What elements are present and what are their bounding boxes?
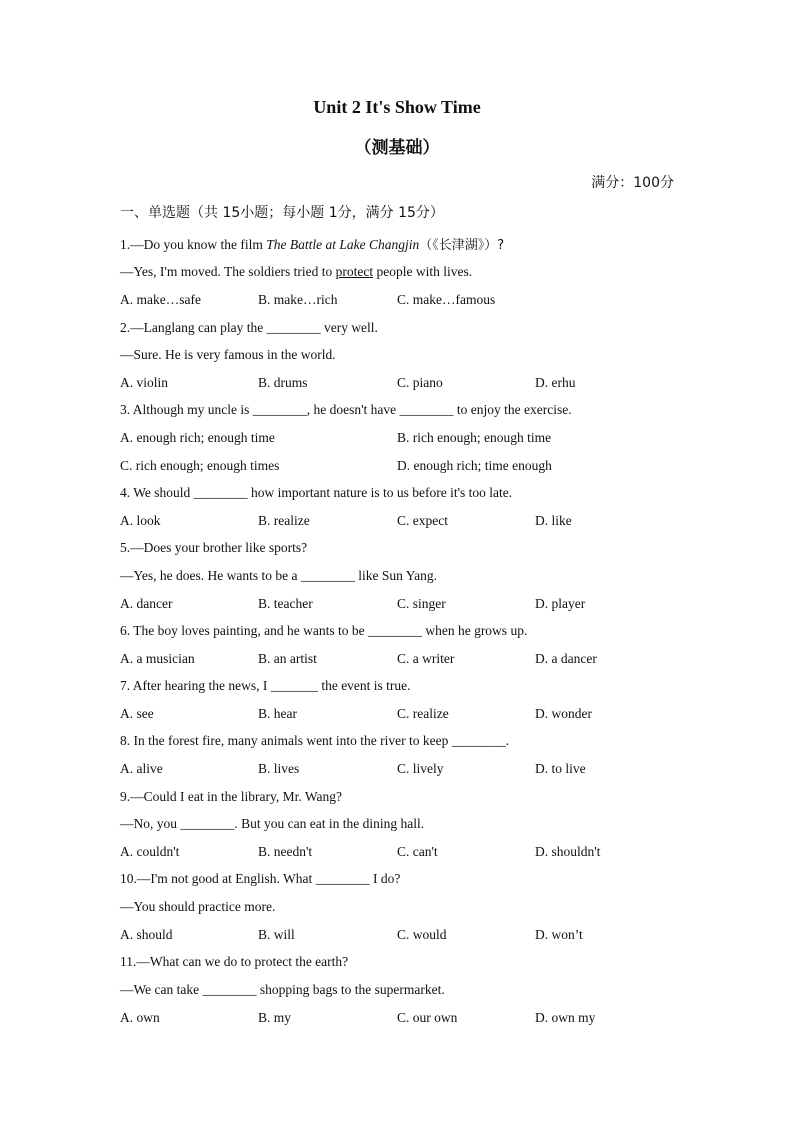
question-1-stem: [120, 234, 504, 253]
question-10-option-d[interactable]: D. won’t: [535, 927, 583, 942]
page-subtitle: （测基础）: [354, 138, 440, 158]
question-2-reply: —Sure. He is very famous in the world.: [120, 347, 336, 362]
question-8-option-a[interactable]: A. alive: [120, 761, 163, 776]
question-11-option-d[interactable]: D. own my: [535, 1010, 596, 1025]
question-1-underlined-word: protect: [335, 264, 374, 279]
question-5-stem: 5.—Does your brother like sports?: [120, 540, 308, 555]
question-9-option-c[interactable]: C. can't: [397, 844, 438, 859]
section-heading: 一、单选题（共 15小题；每小题 1分，满分 15分）: [120, 205, 444, 221]
question-2-option-a[interactable]: A. violin: [120, 375, 169, 390]
question-4-stem: 4. We should ________ how important nature is to us before it's too late.: [120, 485, 513, 500]
question-1-reply-end: people with lives.: [373, 264, 473, 279]
question-9-option-d[interactable]: D. shouldn't: [535, 844, 601, 859]
question-11-stem: 11.—What can we do to protect the earth?: [120, 954, 349, 969]
question-6-option-b[interactable]: B. an artist: [258, 651, 317, 666]
question-11-option-a[interactable]: A. own: [120, 1010, 160, 1025]
question-1-option-c[interactable]: C. make…famous: [397, 292, 496, 307]
question-4-option-a[interactable]: A. look: [120, 513, 161, 528]
question-7-option-a[interactable]: A. see: [120, 706, 154, 721]
question-10-reply: —You should practice more.: [120, 899, 276, 914]
total-score: 满分：100分: [591, 175, 674, 191]
question-1-reply: [120, 264, 472, 280]
question-6-option-d[interactable]: D. a dancer: [535, 651, 597, 666]
question-2-option-b[interactable]: B. drums: [258, 375, 308, 390]
question-8-option-b[interactable]: B. lives: [258, 761, 300, 776]
page-title: Unit 2 It's Show Time: [313, 97, 481, 117]
question-2-option-d[interactable]: D. erhu: [535, 375, 576, 390]
question-11-option-b[interactable]: B. my: [258, 1010, 292, 1025]
question-1-reply-text: —Yes, I'm moved. The soldiers tried to: [120, 264, 336, 279]
question-1-option-a[interactable]: A. make…safe: [120, 292, 201, 307]
question-3-option-b[interactable]: B. rich enough; enough time: [397, 430, 552, 445]
question-5-option-a[interactable]: A. dancer: [120, 596, 173, 611]
question-9-option-b[interactable]: B. needn't: [258, 844, 313, 859]
question-1-film-title: The Battle at Lake Changjin: [266, 237, 420, 252]
question-11-option-c[interactable]: C. our own: [397, 1010, 458, 1025]
question-2-stem: 2.—Langlang can play the ________ very well.: [120, 320, 378, 335]
question-5-reply: —Yes, he does. He wants to be a ________ like Sun Yang.: [120, 568, 437, 583]
question-11-reply: —We can take ________ shopping bags to the supermarket.: [120, 982, 445, 997]
question-1-option-b[interactable]: B. make…rich: [258, 292, 338, 307]
question-1-stem-text: 1.—Do you know the film: [120, 237, 267, 252]
question-7-option-b[interactable]: B. hear: [258, 706, 297, 721]
question-4-option-d[interactable]: D. like: [535, 513, 572, 528]
question-7-option-d[interactable]: D. wonder: [535, 706, 592, 721]
question-9-stem: 9.—Could I eat in the library, Mr. Wang?: [120, 789, 342, 804]
question-3-option-c[interactable]: C. rich enough; enough times: [120, 458, 280, 473]
question-5-option-d[interactable]: D. player: [535, 596, 586, 611]
question-2-option-c[interactable]: C. piano: [397, 375, 443, 390]
question-7-stem: 7. After hearing the news, I _______ the event is true.: [120, 678, 411, 693]
question-9-option-a[interactable]: A. couldn't: [120, 844, 180, 859]
question-5-option-b[interactable]: B. teacher: [258, 596, 313, 611]
question-4-option-c[interactable]: C. expect: [397, 513, 448, 528]
question-10-option-a[interactable]: A. should: [120, 927, 173, 942]
question-10-stem: 10.—I'm not good at English. What ________ I do?: [120, 871, 401, 886]
question-6-option-a[interactable]: A. a musician: [120, 651, 195, 666]
question-10-option-b[interactable]: B. will: [258, 927, 295, 942]
question-5-option-c[interactable]: C. singer: [397, 596, 446, 611]
question-3-option-d[interactable]: D. enough rich; time enough: [397, 458, 552, 473]
question-10-option-c[interactable]: C. would: [397, 927, 447, 942]
question-6-option-c[interactable]: C. a writer: [397, 651, 455, 666]
question-9-reply: —No, you ________. But you can eat in the dining hall.: [120, 816, 425, 831]
question-4-option-b[interactable]: B. realize: [258, 513, 310, 528]
question-6-stem: 6. The boy loves painting, and he wants to be ________ when he grows up.: [120, 623, 528, 638]
question-8-stem: 8. In the forest fire, many animals went into the river to keep ________.: [120, 733, 510, 748]
question-8-option-c[interactable]: C. lively: [397, 761, 444, 776]
question-8-option-d[interactable]: D. to live: [535, 761, 586, 776]
question-3-option-a[interactable]: A. enough rich; enough time: [120, 430, 275, 445]
question-1-film-chinese: （《长津湖》）?: [419, 238, 505, 253]
question-7-option-c[interactable]: C. realize: [397, 706, 449, 721]
question-3-stem: 3. Although my uncle is ________, he doesn't have ________ to enjoy the exercise.: [120, 402, 572, 417]
